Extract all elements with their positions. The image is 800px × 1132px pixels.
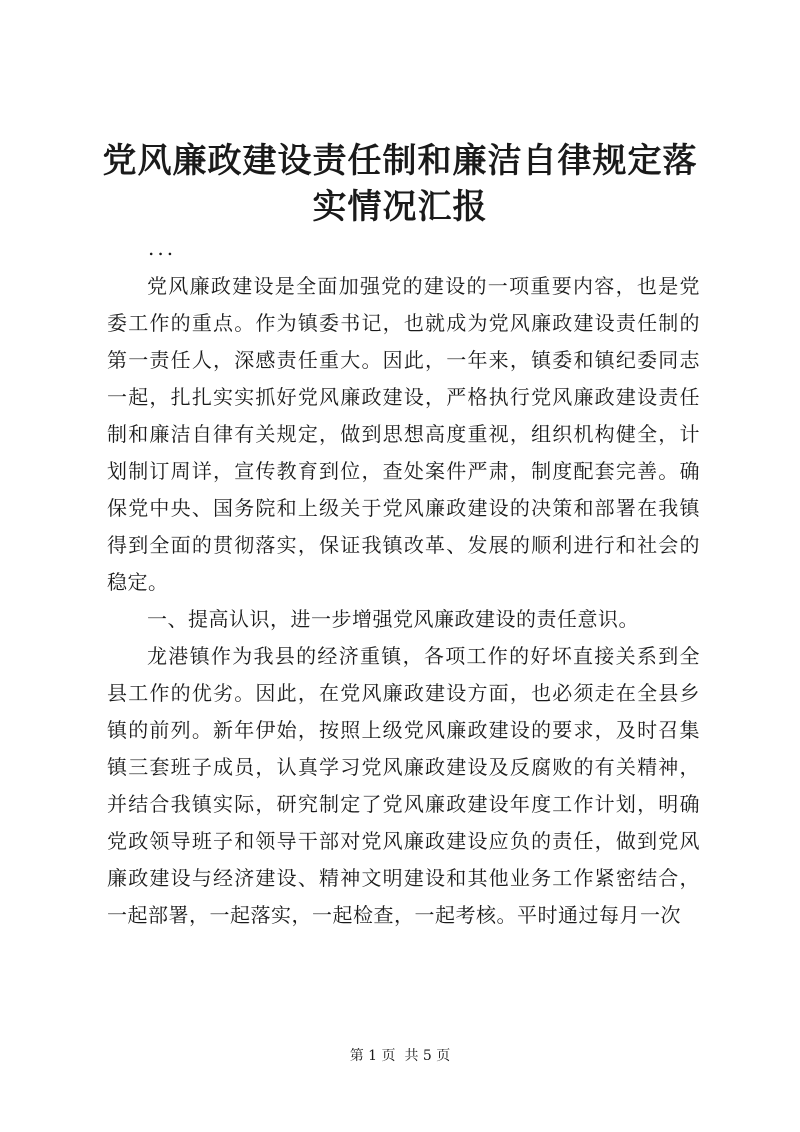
page-footer [0,1046,800,1066]
paragraph-section-1: 龙港镇作为我县的经济重镇，各项工作的好坏直接关系到全县工作的优劣。因此，在党风廉政建设方面，也必须走在全县乡镇的前列。新年伊始，按照上级党风廉政建设的要求，及时召集镇三套班子成员，认真学习党风廉政建设及反腐败的有关精神，并结合我镇实际，研究制定了党风廉政建设年度工作计划，明确党政领导班子和领导干部对党风廉政建设应负的责任，做到党风廉政建设与经济建设、精神文明建设和其他业务工作紧密结合，一起部署，一起落实，一起检查，一起考核。平时通过每月一次 [107,644,700,927]
document-title: 党风廉政建设责任制和廉洁自律规定落实情况汇报 [102,141,698,227]
document-body [107,268,700,934]
paragraph-intro: 党风廉政建设是全面加强党的建设的一项重要内容，也是党委工作的重点。作为镇委书记，也就成为党风廉政建设责任制的第一责任人，深感责任重大。因此，一年来，镇委和镇纪委同志一起，扎扎实实抓好党风廉政建设，严格执行党风廉政建设责任制和廉洁自律有关规定，做到思想高度重视，组织机构健全，计划制订周详，宣传教育到位，查处案件严肃，制度配套完善。确保党中央、国务院和上级关于党风廉政建设的决策和部署在我镇得到全面的贯彻落实，保证我镇改革、发展的顺利进行和社会的稳定。 [107,274,700,594]
page-number: 第 1 页 共 5 页 [349,1048,451,1064]
section-heading-1: 一、提高认识，进一步增强党风廉政建设的责任意识。 [147,607,639,631]
ellipsis-marker: ... [148,236,177,260]
